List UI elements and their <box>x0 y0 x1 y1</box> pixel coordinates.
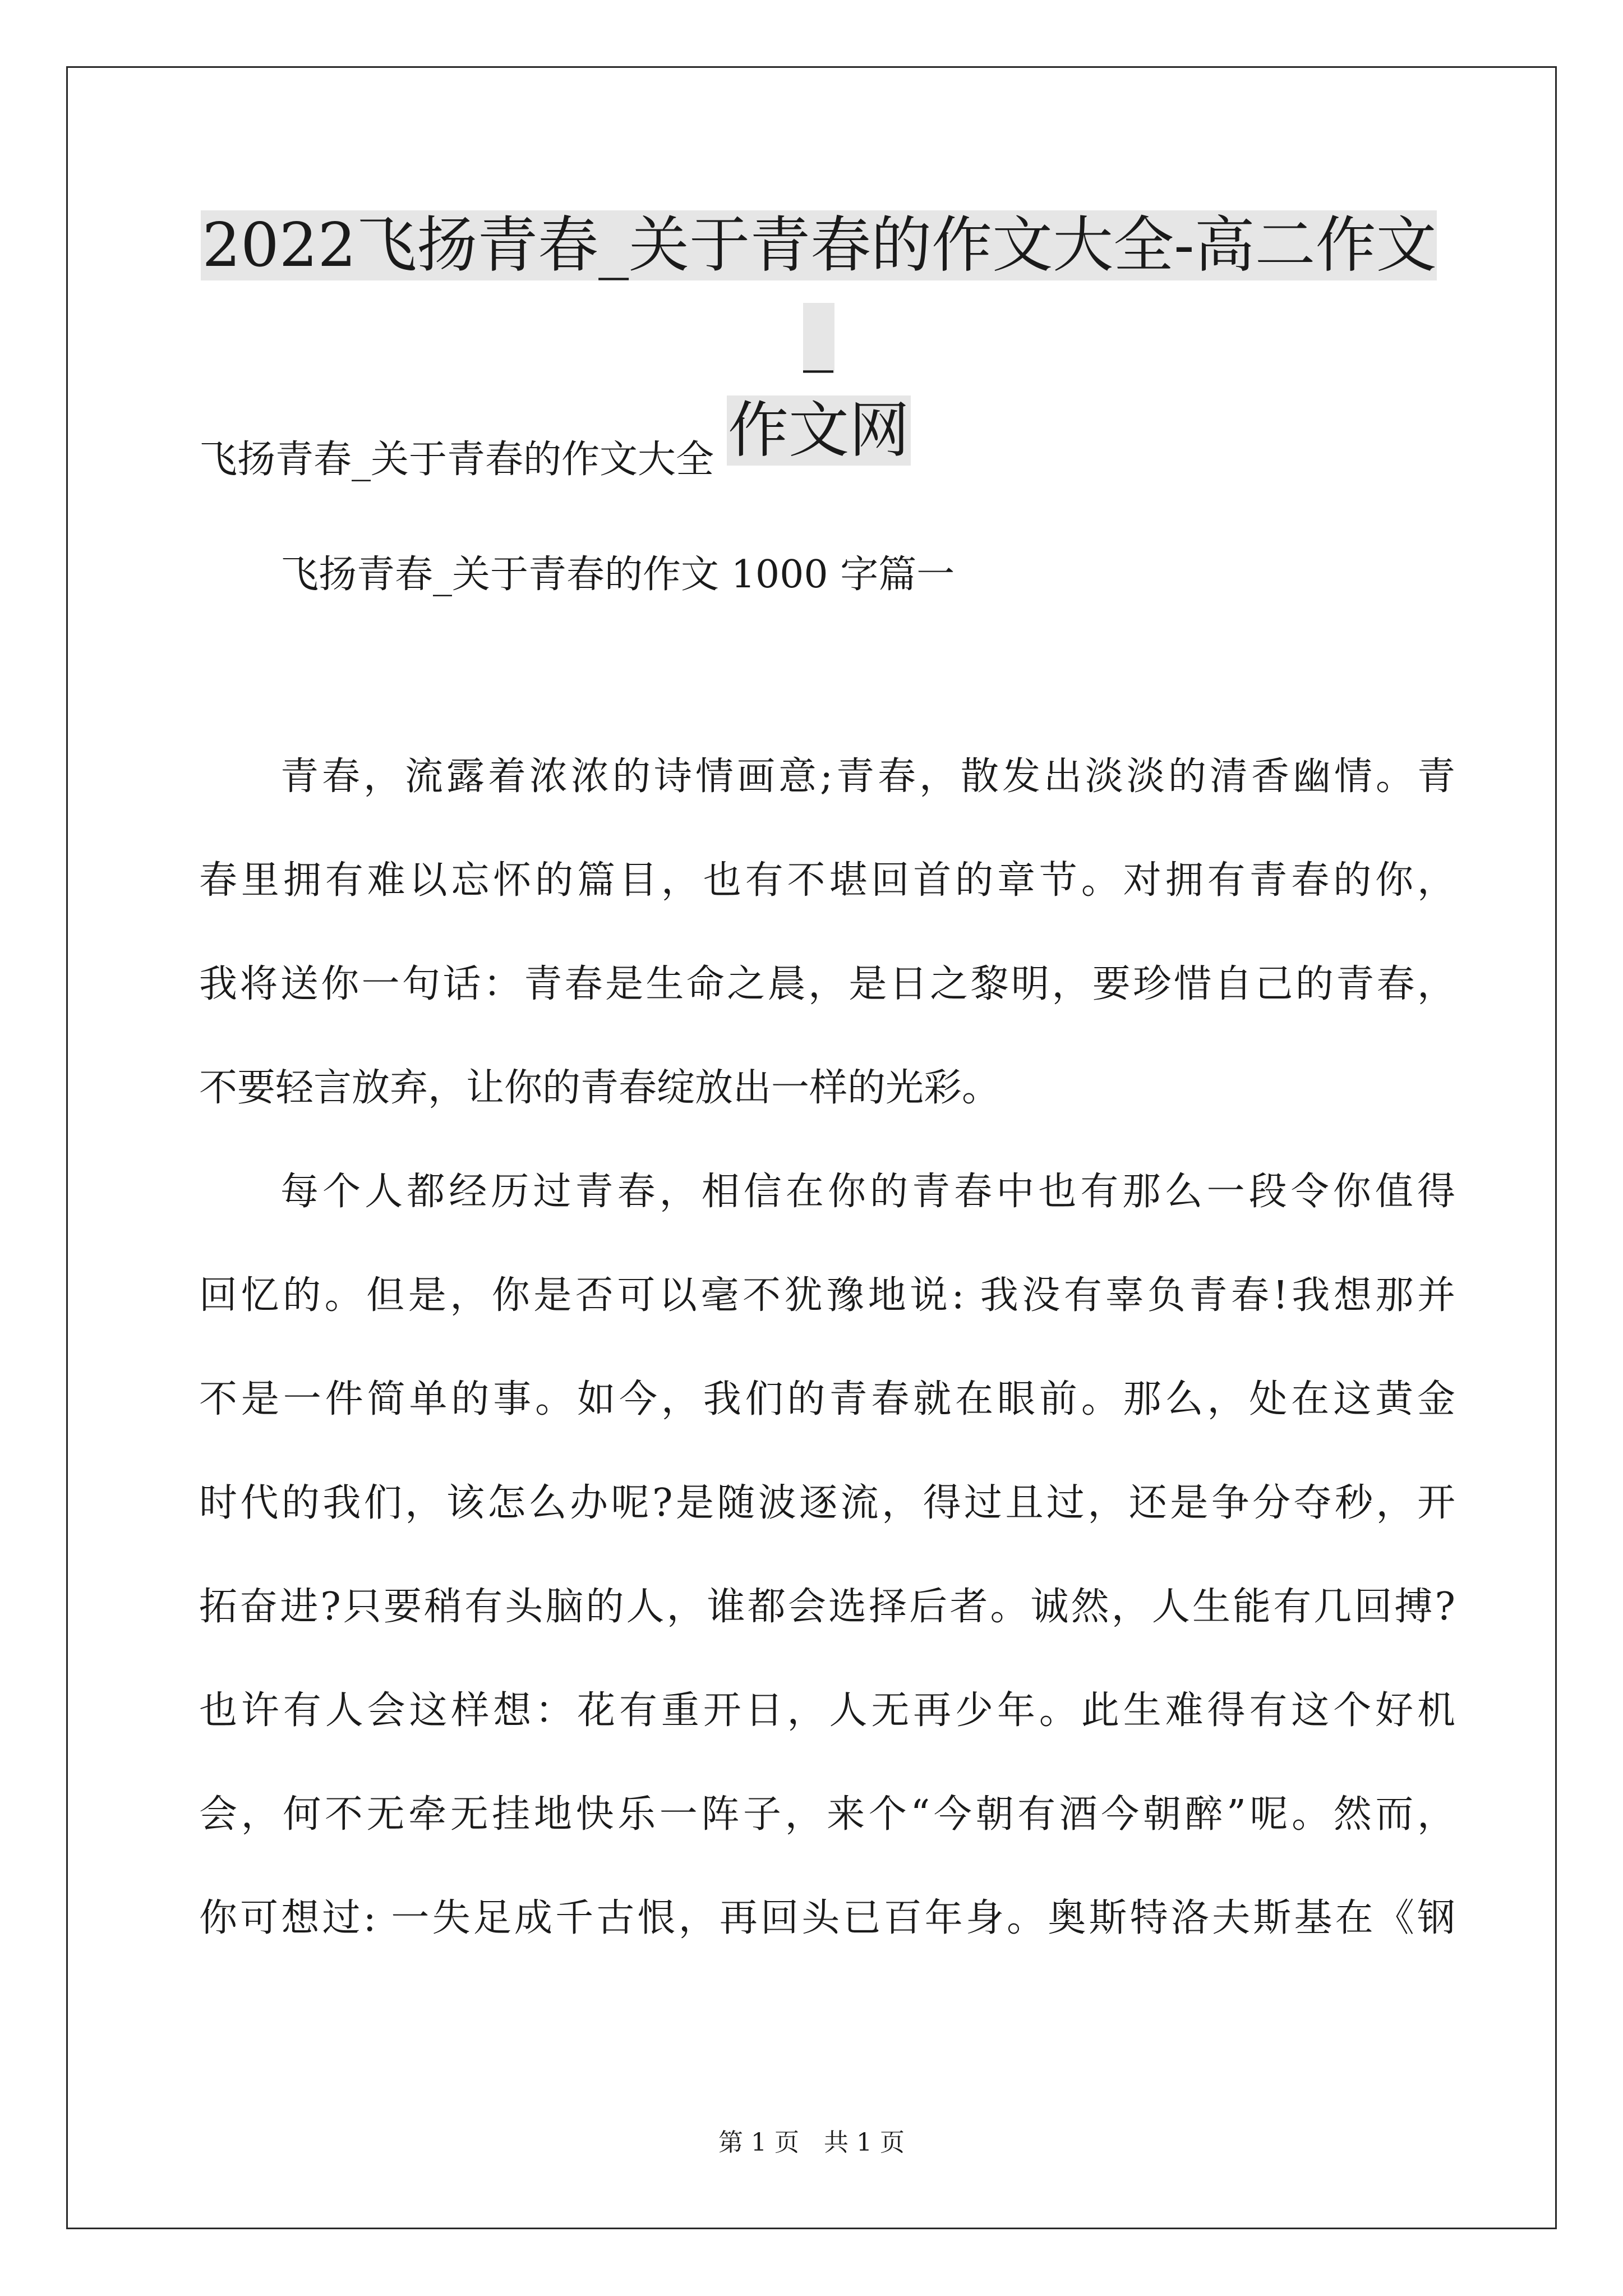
paragraph-2-line-6: 也许有人会这样想：花有重开日，人无再少年。此生难得有这个好机 <box>199 1688 1455 1733</box>
document-title-line-2: 作文网 <box>727 395 910 466</box>
paragraph-1-line-4: 不要轻言放弃，让你的青春绽放出一样的光彩。 <box>199 1066 1000 1110</box>
paragraph-2-line-7: 会，何不无牵无挂地快乐一阵子，来个“今朝有酒今朝醉”呢。然而， <box>199 1792 1455 1837</box>
document-title-line-1: 2022飞扬青春_关于青春的作文大全-高二作文_ <box>202 210 1437 373</box>
section-heading: 飞扬青春_关于青春的作文 1000 字篇一 <box>280 553 955 597</box>
body-text <box>199 749 1455 1994</box>
paragraph-2-line-5: 拓奋进?只要稍有头脑的人，谁都会选择后者。诚然，人生能有几回搏? <box>199 1585 1455 1629</box>
paragraph-1-line-3: 我将送你一句话：青春是生命之晨，是日之黎明，要珍惜自己的青春， <box>199 962 1455 1006</box>
document-subtitle: 飞扬青春_关于青春的作文大全 <box>199 438 714 482</box>
paragraph-2-line-4: 时代的我们，该怎么办呢?是随波逐流，得过且过，还是争分夺秒，开 <box>199 1481 1455 1525</box>
paragraph-2-line-1: 每个人都经历过青春，相信在你的青春中也有那么一段令你值得 <box>280 1170 1455 1214</box>
page-footer: 第 1 页 共 1 页 <box>718 2128 905 2157</box>
paragraph-1-line-1: 青春，流露着浓浓的诗情画意;青春，散发出淡淡的清香幽情。青 <box>280 754 1455 799</box>
paragraph-2-line-3: 不是一件简单的事。如今，我们的青春就在眼前。那么，处在这黄金 <box>199 1377 1455 1421</box>
paragraph-2-line-8: 你可想过: 一失足成千古恨，再回头已百年身。奥斯特洛夫斯基在《钢 <box>199 1896 1455 1940</box>
paragraph-1-line-2: 春里拥有难以忘怀的篇目，也有不堪回首的章节。对拥有青春的你， <box>199 858 1455 903</box>
paragraph-2-line-2: 回忆的。但是，你是否可以毫不犹豫地说: 我没有辜负青春!我想那并 <box>199 1273 1455 1318</box>
